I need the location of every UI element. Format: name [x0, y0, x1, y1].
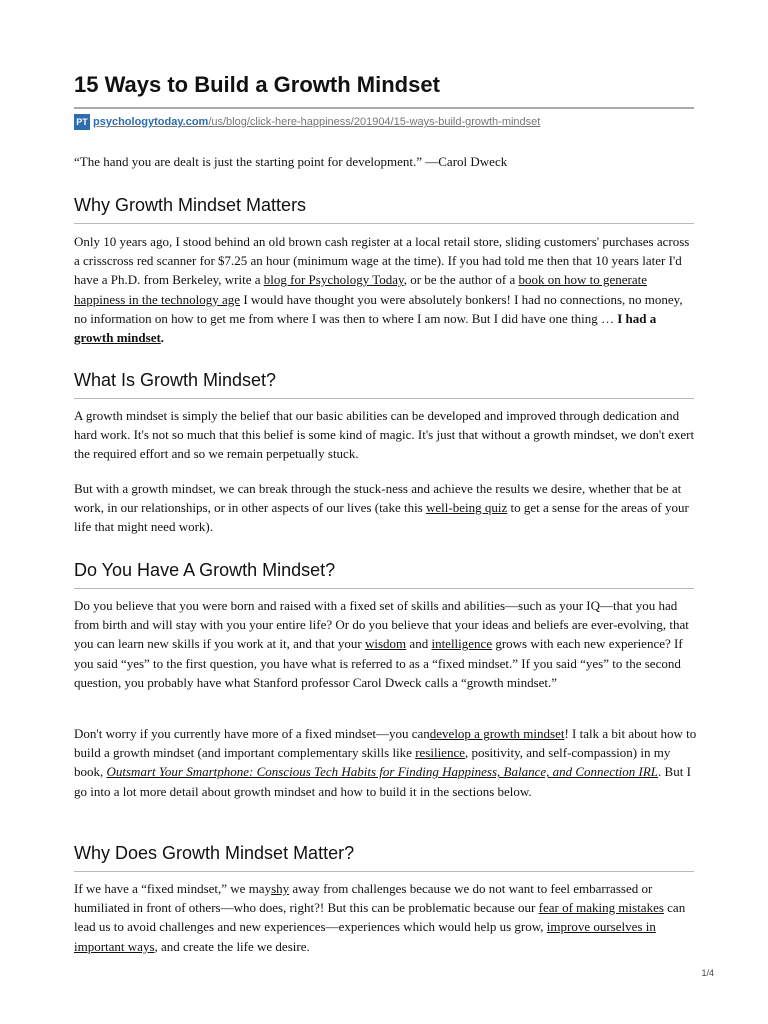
bold-text: . [160, 330, 165, 346]
source-line [74, 113, 540, 131]
outsmart-your-smartphone-link[interactable]: Outsmart Your Smartphone: Conscious Tech Habits for Finding Happiness, Balance, and Connection IRL [106, 764, 659, 780]
book-happiness-technology-link[interactable]: book on how to generate happiness in the technology age [74, 272, 648, 307]
shy-link[interactable]: shy [271, 881, 290, 896]
source-domain: psychologytoday.com [93, 116, 209, 128]
wisdom-link[interactable]: wisdom [365, 636, 407, 652]
paragraph-text: to get a sense for the areas of your life that might need work). [74, 500, 689, 535]
paragraph-text: Don't worry if you currently have more of a fixed mindset—you can [74, 726, 430, 741]
intelligence-link[interactable]: intelligence [431, 636, 493, 652]
psychology-today-logo-icon: PT [74, 114, 90, 130]
paragraph-text: Only 10 years ago, I stood behind an old brown cash register at a local retail store, sliding customers' purchases across a crisscross red scanner for $7.25 an hour (minimum wage at the time). If you had told me then that 10 years later I'd have a Ph.D. from Berkeley, write a [74, 234, 690, 288]
blog-psychology-today-link[interactable]: blog for Psychology Today [263, 272, 404, 288]
improve-ourselves-link[interactable]: improve ourselves in important ways [74, 919, 656, 954]
paragraph-text: can lead us to avoid challenges and new experiences—experiences which would help us grow, [74, 900, 686, 935]
page-number: 1/4 [701, 968, 714, 978]
heading-do-you-have-growth-mindset: Do You Have A Growth Mindset? [74, 560, 336, 580]
paragraph-text: But with a growth mindset, we can break through the stuck-ness and achieve the results we desire, whether that be at work, in our relationships, or in other aspects of our lives (take this [74, 481, 682, 516]
source-url-link[interactable] [93, 116, 540, 128]
intro-quote: “The hand you are dealt is just the starting point for development.” —Carol Dweck [74, 154, 508, 169]
paragraph-text: and [406, 636, 432, 652]
paragraph-break-through [74, 479, 698, 537]
paragraph-fixed-vs-growth [74, 596, 698, 692]
paragraph-text: away from challenges because we do not want to feel embarrassed or humiliated in front of others—who does, right?! But this can be problematic because our [74, 881, 653, 916]
page-title: 15 Ways to Build a Growth Mindset [74, 72, 440, 97]
heading-what-is-growth-mindset: What Is Growth Mindset? [74, 370, 277, 390]
well-being-quiz-link[interactable]: well-being quiz [426, 500, 508, 516]
paragraph-definition: A growth mindset is simply the belief that our basic abilities can be developed and improved through dedication and hard work. It's not so much that this belief is some kind of magic. It's just that without a growth mindset, we don't exert the required effort and so we remain perpetually stuck. [74, 408, 695, 462]
paragraph-origin-story [74, 232, 698, 347]
paragraph-text: grows with each new experience? If you said “yes” to the first question, you have what is referred to as a “fixed mindset.” If you said “yes” to the second question, you probably have what Stanford professor Carol Dweck calls a “growth mindset.” [74, 636, 683, 690]
paragraph-text: , or be the author of a [403, 272, 519, 288]
paragraph-text: . But I go into a lot more detail about growth mindset and how to build it in the sections below. [74, 764, 691, 799]
paragraph-dont-worry [74, 724, 698, 801]
fear-of-making-mistakes-link[interactable]: fear of making mistakes [538, 900, 664, 916]
paragraph-text: ! I talk a bit about how to build a growth mindset (and important complementary skills like [74, 726, 697, 761]
title-divider [74, 107, 694, 109]
paragraph-text: If we have a “fixed mindset,” we may [74, 881, 272, 896]
paragraph-text: , and create the life we desire. [154, 938, 310, 954]
paragraph-text: , positivity, and self-compassion) in my book, [74, 745, 671, 780]
heading-divider [74, 398, 694, 399]
paragraph-text: Do you believe that you were born and raised with a fixed set of skills and abilities—such as your IQ—that you had from birth and will stay with you your entire life? Or do you believe that your ideas and beliefs are ever-evolving, that you can learn new skills if you work at it, and that your [74, 598, 689, 652]
growth-mindset-link[interactable]: growth mindset [74, 330, 161, 346]
paragraph-text: I would have thought you were absolutely bonkers! I had no connections, no money, no information on how to get me from where I was then to where I am now. But I did have one thing … [74, 291, 683, 326]
paragraph-fixed-mindset-problem [74, 879, 698, 956]
heading-why-does-growth-mindset-matter: Why Does Growth Mindset Matter? [74, 843, 355, 863]
heading-why-growth-mindset-matters: Why Growth Mindset Matters [74, 195, 307, 215]
develop-growth-mindset-link[interactable]: develop a growth mindset [429, 726, 565, 741]
resilience-link[interactable]: resilience [415, 745, 465, 761]
bold-text: I had a [617, 310, 657, 326]
heading-divider [74, 871, 694, 872]
heading-divider [74, 223, 694, 224]
heading-divider [74, 588, 694, 589]
source-path: /us/blog/click-here-happiness/201904/15-ways-build-growth-mindset [208, 116, 541, 128]
